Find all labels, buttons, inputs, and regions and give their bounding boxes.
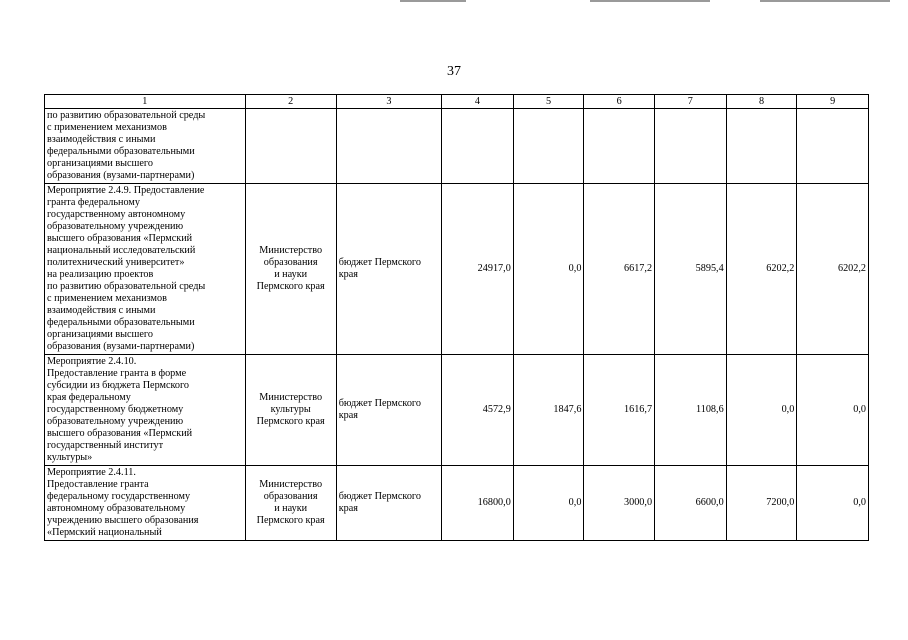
- funding-source: бюджет Пермского края: [336, 184, 441, 355]
- amount-year: 7200,0: [726, 466, 797, 541]
- amount-year: 6617,2: [584, 184, 655, 355]
- table-row: [45, 109, 869, 184]
- funding-source: бюджет Пермского края: [336, 355, 441, 466]
- amount-total: [442, 109, 514, 184]
- column-number: 4: [442, 95, 514, 109]
- column-number-row: [45, 95, 869, 109]
- amount-year: 1847,6: [513, 355, 584, 466]
- responsible-executor: [245, 109, 336, 184]
- column-number: 5: [513, 95, 584, 109]
- budget-table: [44, 94, 869, 541]
- amount-year: 5895,4: [655, 184, 727, 355]
- activity-description: Мероприятие 2.4.11. Предоставление гранта федеральному государственному автономному образовательному учреждению высшего образования «Пермский национальный: [45, 466, 246, 541]
- amount-year: [513, 109, 584, 184]
- column-number: 6: [584, 95, 655, 109]
- amount-total: 4572,9: [442, 355, 514, 466]
- responsible-executor: Министерство образования и науки Пермского края: [245, 184, 336, 355]
- amount-year: [584, 109, 655, 184]
- column-number: 1: [45, 95, 246, 109]
- responsible-executor: Министерство образования и науки Пермского края: [245, 466, 336, 541]
- amount-year: 0,0: [797, 466, 869, 541]
- amount-year: 0,0: [797, 355, 869, 466]
- amount-year: 6202,2: [797, 184, 869, 355]
- amount-year: 0,0: [513, 466, 584, 541]
- amount-year: [655, 109, 727, 184]
- amount-total: 24917,0: [442, 184, 514, 355]
- column-number: 8: [726, 95, 797, 109]
- scan-edge-mark: [760, 0, 890, 2]
- amount-year: 1616,7: [584, 355, 655, 466]
- column-number: 7: [655, 95, 727, 109]
- table-row: [45, 184, 869, 355]
- column-number: 2: [245, 95, 336, 109]
- activity-description: Мероприятие 2.4.9. Предоставление гранта федеральному государственному автономному образовательному учреждению высшего образования «Пермский национальный исследовательский политехнический университет» на реализацию проектов по развитию образовательной среды с применением механизмов взаимодействия с иными федеральными образовательными организациями высшего образования (вузами-партнерами): [45, 184, 246, 355]
- page-number: 37: [447, 64, 461, 79]
- amount-year: 0,0: [513, 184, 584, 355]
- table-row: [45, 355, 869, 466]
- amount-total: 16800,0: [442, 466, 514, 541]
- scan-edge-mark: [590, 0, 710, 2]
- amount-year: 0,0: [726, 355, 797, 466]
- activity-description: по развитию образовательной среды с применением механизмов взаимодействия с иными федеральными образовательными организациями высшего образования (вузами-партнерами): [45, 109, 246, 184]
- scan-edge-mark: [400, 0, 466, 2]
- activity-description: Мероприятие 2.4.10. Предоставление гранта в форме субсидии из бюджета Пермского края федеральному государственному бюджетному образовательному учреждению высшего образования «Пермский государственный институт культуры»: [45, 355, 246, 466]
- amount-year: [797, 109, 869, 184]
- amount-year: [726, 109, 797, 184]
- amount-year: 6600,0: [655, 466, 727, 541]
- column-number: 9: [797, 95, 869, 109]
- funding-source: бюджет Пермского края: [336, 466, 441, 541]
- column-number: 3: [336, 95, 441, 109]
- table-row: [45, 466, 869, 541]
- responsible-executor: Министерство культуры Пермского края: [245, 355, 336, 466]
- amount-year: 1108,6: [655, 355, 727, 466]
- amount-year: 3000,0: [584, 466, 655, 541]
- amount-year: 6202,2: [726, 184, 797, 355]
- funding-source: [336, 109, 441, 184]
